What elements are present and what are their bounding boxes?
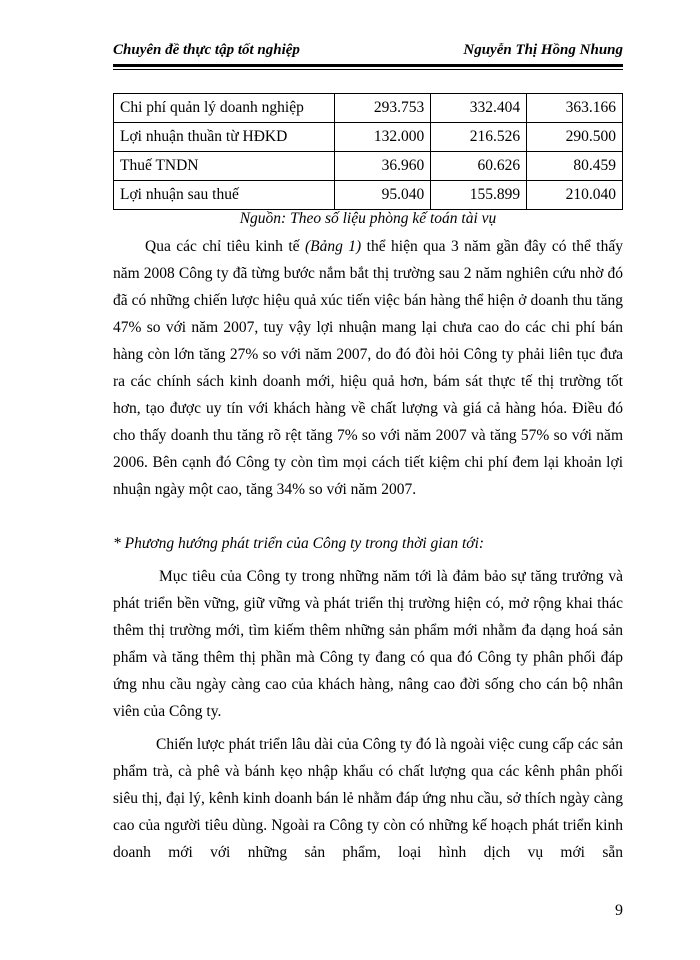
value-2008: 290.500 bbox=[527, 123, 623, 152]
value-2008: 80.459 bbox=[527, 152, 623, 181]
page-header bbox=[113, 42, 623, 59]
value-2008: 363.166 bbox=[527, 94, 623, 123]
value-2006: 95.040 bbox=[335, 181, 431, 210]
table-row bbox=[114, 123, 623, 152]
paragraph-analysis bbox=[113, 233, 623, 503]
row-label: Chi phí quản lý doanh nghiệp bbox=[114, 94, 335, 123]
paragraph-objectives: Mục tiêu của Công ty trong những năm tới là đảm bảo sự tăng trưởng và phát triển bền vững, giữ vững và phát triển thị trường hiện có, mở rộng khai thác thêm thị trường mới, tìm kiếm thêm những sản phẩm mới nhằm đa dạng hoá sản phẩm và tăng thêm thị phần mà Công ty đang có qua đó Công ty phân phối đáp ứng nhu cầu ngày càng cao của khách hàng, nâng cao đời sống cho cán bộ nhân viên của Công ty. bbox=[113, 568, 623, 720]
table-source-note: Nguồn: Theo số liệu phòng kế toán tài vụ bbox=[239, 210, 497, 227]
header-document-title: Chuyên đề thực tập tốt nghiệp bbox=[113, 42, 300, 58]
section-subheading: * Phương hướng phát triển của Công ty trong thời gian tới: bbox=[113, 535, 485, 552]
table-reference: (Bảng 1) bbox=[304, 238, 362, 255]
value-2007: 60.626 bbox=[431, 152, 527, 181]
value-2007: 332.404 bbox=[431, 94, 527, 123]
paragraph-text: thể hiện qua 3 năm gần đây có thể thấy năm 2008 Công ty đã từng bước nắm bắt thị trường sau 2 năm nghiên cứu nhờ đó đã có những chiến lược hiệu quả xúc tiến việc bán hàng thể hiện ở doanh thu tăng 47% so với năm 2007, tuy vậy lợi nhuận mang lại chưa cao do các chi phí bán hàng còn lớn tăng 27% so với năm 2007, do đó đòi hỏi Công ty phải liên tục đưa ra các chính sách kinh doanh mới, hiệu quả hơn, bám sát thực tế thị trường tốt hơn, tạo được uy tín với khách hàng về chất lượng và giá cả hàng hóa. Điều đó cho thấy doanh thu tăng rõ rệt tăng 7% so với năm 2007 và tăng 57% so với năm 2006. Bên cạnh đó Công ty còn tìm mọi cách tiết kiệm chi phí đem lại khoản lợi nhuận ngày một cao, tăng 34% so với năm 2007. bbox=[113, 238, 623, 498]
header-rule-thick bbox=[113, 64, 623, 67]
paragraph-strategy: Chiến lược phát triển lâu dài của Công ty đó là ngoài việc cung cấp các sản phẩm trà, cà phê và bánh kẹo nhập khẩu có chất lượng qua các kênh phân phối siêu thị, đại lý, kênh kinh doanh bán lẻ nhằm đáp ứng nhu cầu, sở thích ngày càng cao của người tiêu dùng. Ngoài ra Công ty còn có những kế hoạch phát triển kinh doanh mới với những sản phẩm, loại hình dịch vụ mới sẵn bbox=[113, 736, 623, 861]
value-2007: 155.899 bbox=[431, 181, 527, 210]
page-number: 9 bbox=[615, 902, 623, 919]
header-author-name: Nguyễn Thị Hồng Nhung bbox=[463, 42, 623, 58]
value-2007: 216.526 bbox=[431, 123, 527, 152]
header-rule-thin bbox=[113, 69, 623, 70]
table-row bbox=[114, 181, 623, 210]
row-label: Lợi nhuận thuần từ HĐKD bbox=[114, 123, 335, 152]
table-row bbox=[114, 152, 623, 181]
value-2006: 36.960 bbox=[335, 152, 431, 181]
row-label: Lợi nhuận sau thuế bbox=[114, 181, 335, 210]
value-2008: 210.040 bbox=[527, 181, 623, 210]
paragraph-text: Qua các chỉ tiêu kinh tế bbox=[145, 238, 305, 255]
value-2006: 132.000 bbox=[335, 123, 431, 152]
table-row bbox=[114, 94, 623, 123]
value-2006: 293.753 bbox=[335, 94, 431, 123]
row-label: Thuế TNDN bbox=[114, 152, 335, 181]
financial-table bbox=[113, 93, 623, 210]
